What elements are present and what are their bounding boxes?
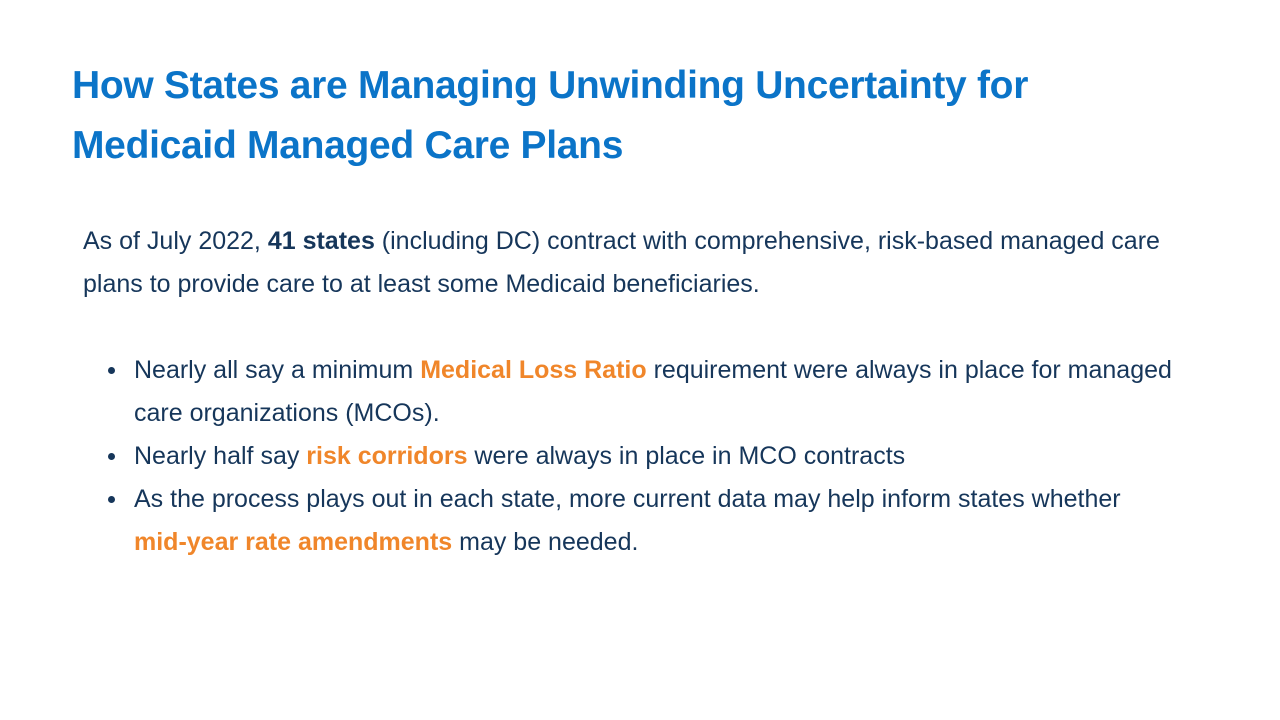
highlight-risk-corridors: risk corridors bbox=[306, 442, 468, 470]
intro-text-after: (including DC) contract with comprehensive, risk-based managed care plans to provide care to at least some Medicaid beneficiaries. bbox=[83, 227, 1160, 298]
bullet-item-risk-corridors bbox=[134, 435, 1174, 478]
bullet-text-before: Nearly half say bbox=[134, 442, 307, 470]
bullet-text-before: As the process plays out in each state, more current data may help inform states whether bbox=[134, 485, 1121, 513]
intro-text-before: As of July 2022, bbox=[83, 227, 268, 255]
bullet-dot-icon bbox=[108, 367, 115, 374]
bullet-text-after: requirement were always in place for managed care organizations (MCOs). bbox=[134, 356, 1172, 427]
slide-title: How States are Managing Unwinding Uncertainty for Medicaid Managed Care Plans bbox=[72, 64, 1029, 167]
highlight-medical-loss-ratio: Medical Loss Ratio bbox=[420, 356, 647, 384]
bullet-text-before: Nearly all say a minimum bbox=[134, 356, 421, 384]
intro-states-count: 41 states bbox=[267, 227, 375, 255]
bullet-list bbox=[134, 349, 1174, 564]
bullet-text-after: were always in place in MCO contracts bbox=[467, 442, 906, 470]
bullet-item-rate-amendments bbox=[134, 478, 1174, 564]
highlight-mid-year-rate-amendments: mid-year rate amendments bbox=[134, 528, 453, 556]
bullet-dot-icon bbox=[108, 496, 115, 503]
intro-paragraph bbox=[83, 220, 1183, 306]
bullet-dot-icon bbox=[108, 453, 115, 460]
bullet-text-after: may be needed. bbox=[452, 528, 639, 556]
bullet-item-medical-loss-ratio bbox=[134, 349, 1174, 435]
